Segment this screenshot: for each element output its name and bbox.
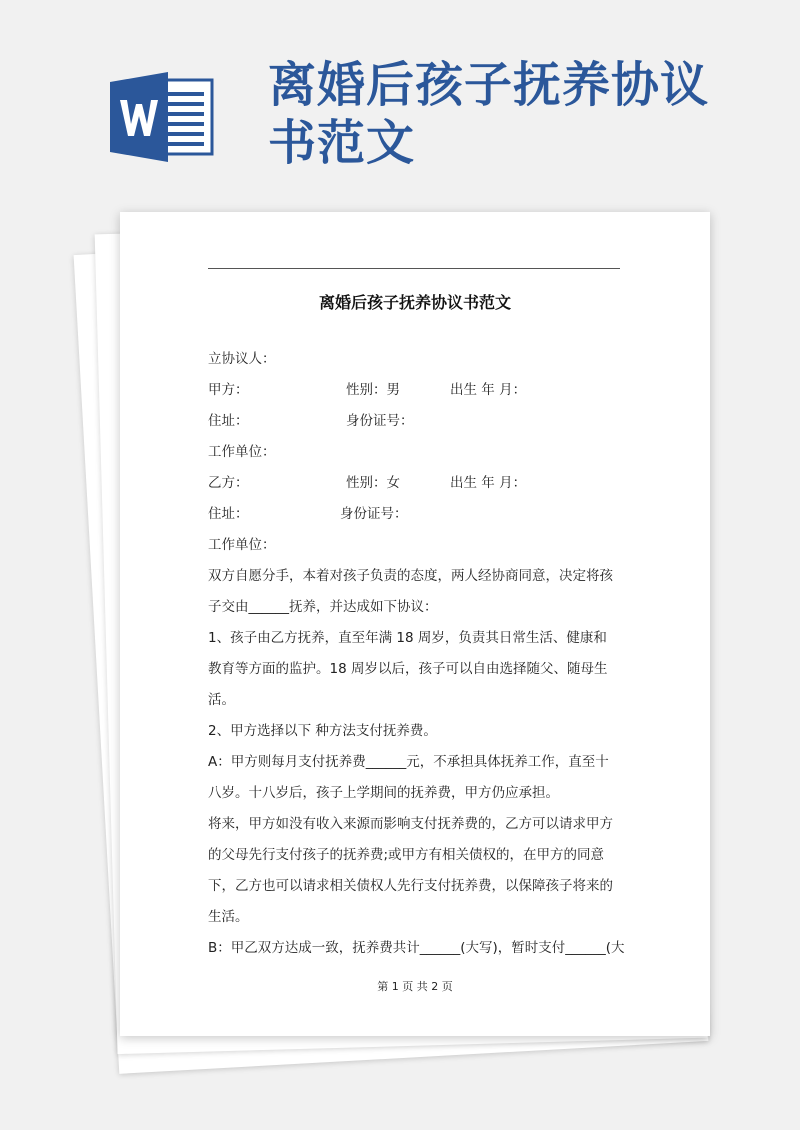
document-page	[120, 212, 710, 1036]
paragraph-line: A：甲方则每月支付抚养费______元，不承担具体抚养工作，直至十	[208, 754, 609, 770]
document-body	[208, 344, 625, 964]
line-party-a	[208, 375, 622, 406]
party-b-label: 乙方：	[208, 475, 249, 491]
party-a-gender: 性别：男	[346, 382, 400, 398]
party-a-birth: 出生 年 月：	[450, 382, 527, 398]
paragraph-line: B：甲乙双方达成一致，抚养费共计______(大写)，暂时支付______(大	[208, 940, 625, 956]
paragraph-line: 活。	[208, 692, 235, 708]
line-party-a-address: 住址： 身份证号：	[208, 406, 622, 437]
header-rule	[208, 268, 620, 269]
line-agreement-parties: 立协议人：	[208, 351, 276, 367]
paragraph-line: 下，乙方也可以请求相关债权人先行支付抚养费，以保障孩子将来的	[208, 878, 613, 894]
party-b-birth: 出生 年 月：	[450, 475, 527, 491]
party-b-id: 身份证号：	[340, 506, 408, 522]
paragraph-line: 双方自愿分手，本着对孩子负责的态度，两人经协商同意，决定将孩	[208, 568, 613, 584]
paragraph-line: 的父母先行支付孩子的抚养费;或甲方有相关债权的，在甲方的同意	[208, 847, 605, 863]
page-footer: 第 1 页 共 2 页	[377, 980, 453, 993]
party-a-id: 身份证号：	[346, 413, 414, 429]
line-party-b-work: 工作单位：	[208, 537, 276, 553]
party-b-gender: 性别：女	[346, 475, 400, 491]
paragraph-line: 2、甲方选择以下 种方法支付抚养费。	[208, 723, 437, 739]
paragraph-line: 生活。	[208, 909, 249, 925]
paragraph-line: 八岁。十八岁后，孩子上学期间的抚养费，甲方仍应承担。	[208, 785, 559, 801]
party-a-label: 甲方：	[208, 382, 249, 398]
banner-title: 离婚后孩子抚养协议书范文	[268, 57, 710, 171]
document-title: 离婚后孩子抚养协议书范文	[318, 293, 511, 312]
paragraph-line: 子交由______抚养，并达成如下协议：	[208, 599, 438, 615]
paragraph-line: 教育等方面的监护。18 周岁以后，孩子可以自由选择随父、随母生	[208, 661, 608, 677]
line-party-a-work: 工作单位：	[208, 444, 276, 460]
line-party-b-address: 住址： 身份证号：	[208, 499, 622, 530]
line-party-b	[208, 468, 622, 499]
word-icon	[110, 72, 214, 162]
paragraph-line: 1、孩子由乙方抚养，直至年满 18 周岁，负责其日常生活、健康和	[208, 630, 607, 646]
paragraph-line: 将来，甲方如没有收入来源而影响支付抚养费的，乙方可以请求甲方	[208, 816, 613, 832]
